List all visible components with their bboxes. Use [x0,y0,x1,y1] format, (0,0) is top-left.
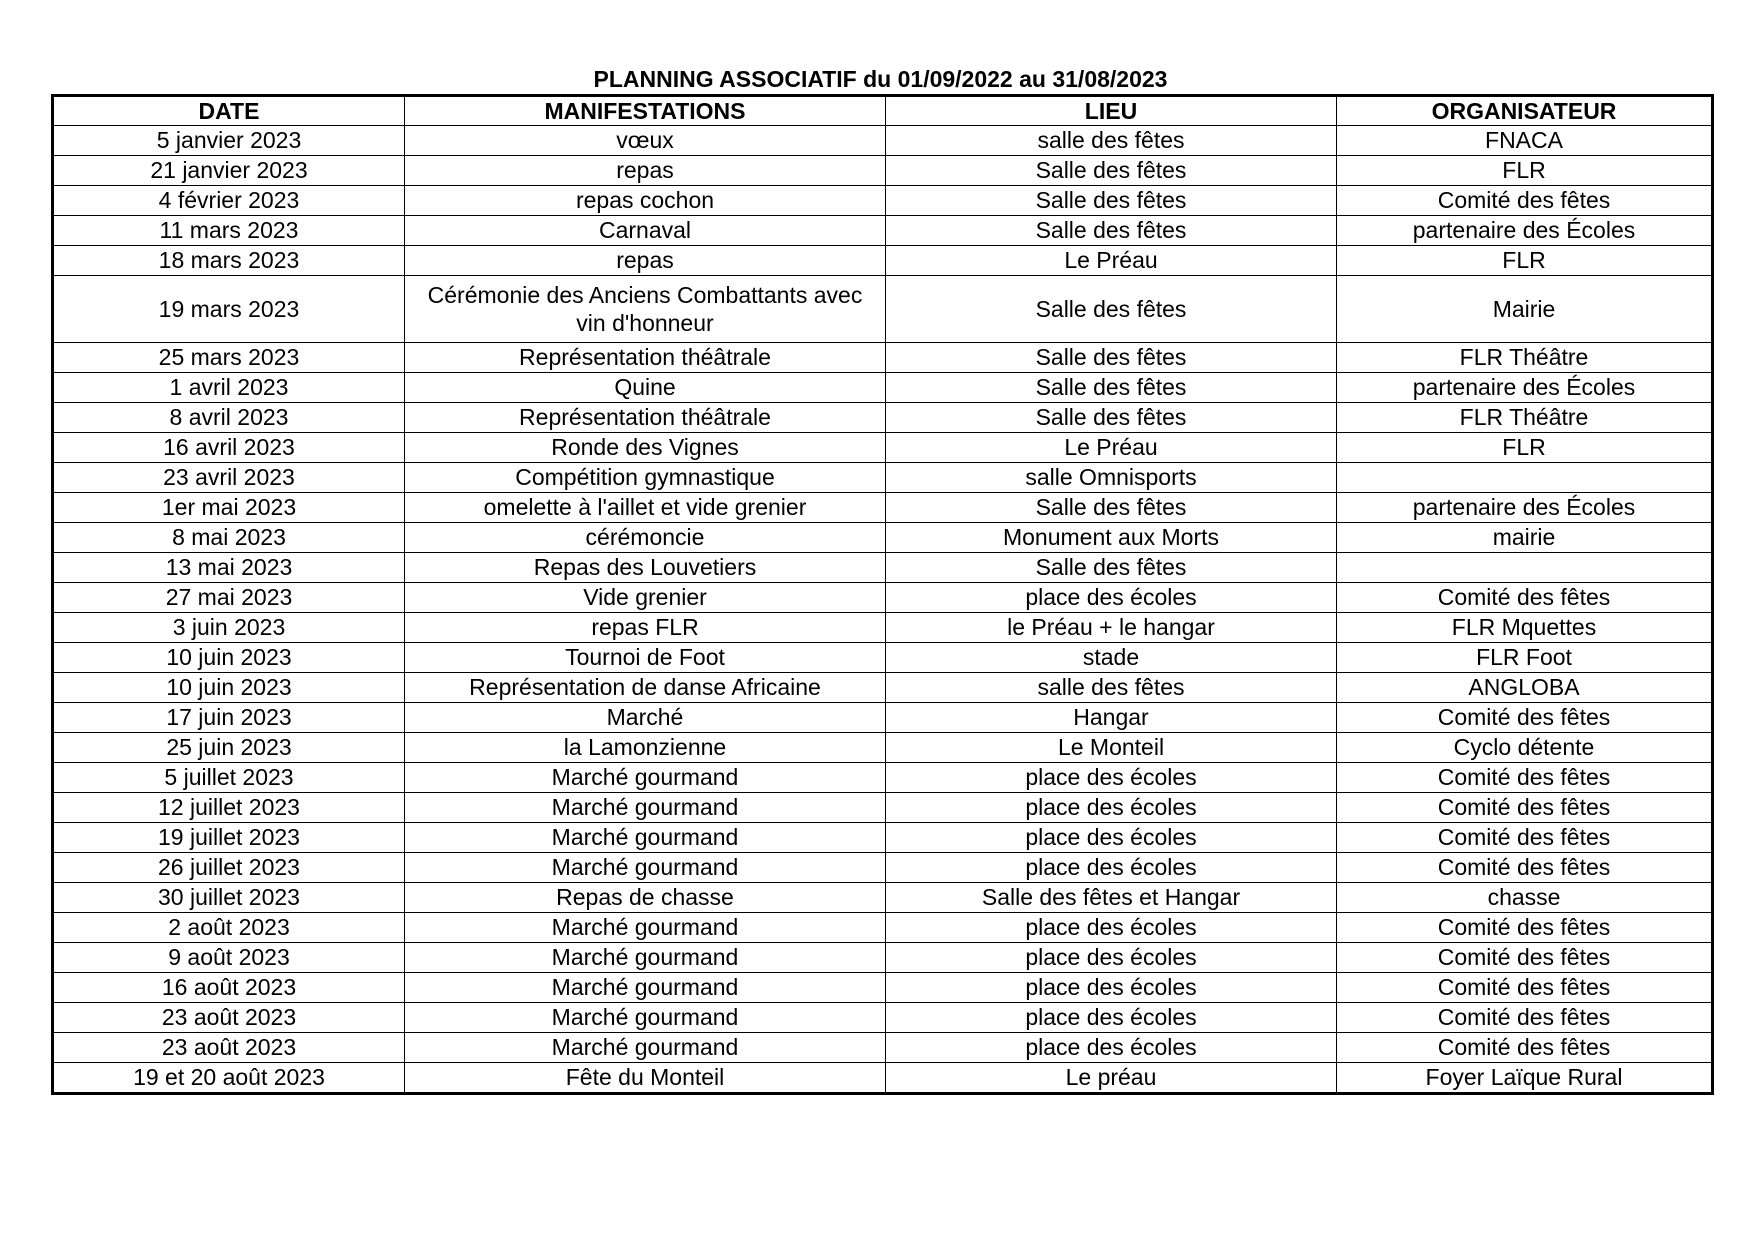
cell-lieu: Hangar [886,703,1337,733]
cell-manifestation: Marché gourmand [405,793,886,823]
header-row [53,96,1713,126]
cell-organisateur: Comité des fêtes [1337,793,1713,823]
cell-manifestation: Quine [405,373,886,403]
cell-organisateur: FLR [1337,433,1713,463]
cell-manifestation: Ronde des Vignes [405,433,886,463]
cell-lieu: Salle des fêtes [886,156,1337,186]
cell-organisateur: Comité des fêtes [1337,1033,1713,1063]
cell-lieu: Monument aux Morts [886,523,1337,553]
cell-manifestation: Fête du Monteil [405,1063,886,1094]
cell-manifestation: Carnaval [405,216,886,246]
table-row [53,463,1713,493]
cell-organisateur: FLR Mquettes [1337,613,1713,643]
table-row [53,853,1713,883]
cell-date: 11 mars 2023 [53,216,405,246]
table-row [53,883,1713,913]
cell-organisateur: chasse [1337,883,1713,913]
cell-date: 26 juillet 2023 [53,853,405,883]
cell-date: 1 avril 2023 [53,373,405,403]
cell-lieu: stade [886,643,1337,673]
table-row [53,973,1713,1003]
cell-date: 25 mars 2023 [53,343,405,373]
cell-manifestation: vœux [405,126,886,156]
cell-organisateur: Cyclo détente [1337,733,1713,763]
cell-date: 10 juin 2023 [53,673,405,703]
table-row [53,1003,1713,1033]
cell-organisateur: Comité des fêtes [1337,583,1713,613]
cell-manifestation: repas cochon [405,186,886,216]
table-row [53,643,1713,673]
table-row [53,186,1713,216]
table-row [53,763,1713,793]
cell-date: 9 août 2023 [53,943,405,973]
table-body [53,126,1713,1094]
cell-manifestation: repas [405,246,886,276]
cell-manifestation: omelette à l'aillet et vide grenier [405,493,886,523]
cell-organisateur: FLR [1337,156,1713,186]
cell-manifestation: Tournoi de Foot [405,643,886,673]
table-row [53,733,1713,763]
cell-date: 13 mai 2023 [53,553,405,583]
cell-manifestation: Marché gourmand [405,763,886,793]
table-row [53,276,1713,343]
cell-manifestation: Repas des Louvetiers [405,553,886,583]
cell-lieu: Salle des fêtes [886,216,1337,246]
cell-date: 8 mai 2023 [53,523,405,553]
cell-lieu: Salle des fêtes [886,403,1337,433]
table-row [53,343,1713,373]
table-row [53,246,1713,276]
table-row [53,403,1713,433]
column-header-organisateur: ORGANISATEUR [1337,96,1713,126]
table-header [53,96,1713,126]
cell-organisateur: Comité des fêtes [1337,943,1713,973]
cell-date: 25 juin 2023 [53,733,405,763]
cell-manifestation: Marché gourmand [405,943,886,973]
table-row [53,703,1713,733]
cell-organisateur: Foyer Laïque Rural [1337,1063,1713,1094]
table-row [53,613,1713,643]
cell-organisateur [1337,463,1713,493]
table-row [53,373,1713,403]
cell-lieu: Salle des fêtes [886,343,1337,373]
cell-date: 2 août 2023 [53,913,405,943]
cell-date: 4 février 2023 [53,186,405,216]
cell-organisateur: Comité des fêtes [1337,973,1713,1003]
cell-manifestation: Marché gourmand [405,853,886,883]
cell-organisateur: FLR [1337,246,1713,276]
cell-date: 19 et 20 août 2023 [53,1063,405,1094]
table-row [53,1063,1713,1094]
cell-lieu: place des écoles [886,763,1337,793]
cell-lieu: salle des fêtes [886,126,1337,156]
cell-date: 16 août 2023 [53,973,405,1003]
cell-date: 23 août 2023 [53,1003,405,1033]
cell-lieu: Le Monteil [886,733,1337,763]
cell-date: 23 avril 2023 [53,463,405,493]
cell-lieu: place des écoles [886,913,1337,943]
cell-manifestation: Marché [405,703,886,733]
cell-lieu: Salle des fêtes [886,276,1337,343]
cell-manifestation: Marché gourmand [405,1033,886,1063]
cell-organisateur: Comité des fêtes [1337,853,1713,883]
cell-organisateur: partenaire des Écoles [1337,216,1713,246]
cell-lieu: place des écoles [886,1033,1337,1063]
cell-organisateur: FLR Foot [1337,643,1713,673]
cell-lieu: place des écoles [886,823,1337,853]
cell-lieu: place des écoles [886,1003,1337,1033]
cell-organisateur: mairie [1337,523,1713,553]
cell-lieu: place des écoles [886,973,1337,1003]
cell-manifestation: Représentation théâtrale [405,403,886,433]
cell-lieu: Le préau [886,1063,1337,1094]
cell-lieu: Salle des fêtes [886,373,1337,403]
cell-manifestation: cérémoncie [405,523,886,553]
cell-organisateur: FLR Théâtre [1337,403,1713,433]
cell-manifestation: Vide grenier [405,583,886,613]
cell-manifestation: Représentation théâtrale [405,343,886,373]
cell-organisateur: Comité des fêtes [1337,186,1713,216]
cell-manifestation: Repas de chasse [405,883,886,913]
table-row [53,433,1713,463]
cell-date: 27 mai 2023 [53,583,405,613]
cell-lieu: Le Préau [886,433,1337,463]
cell-organisateur: FNACA [1337,126,1713,156]
cell-lieu: place des écoles [886,583,1337,613]
cell-organisateur: partenaire des Écoles [1337,373,1713,403]
cell-manifestation: Compétition gymnastique [405,463,886,493]
cell-lieu: Salle des fêtes et Hangar [886,883,1337,913]
cell-date: 17 juin 2023 [53,703,405,733]
cell-date: 19 juillet 2023 [53,823,405,853]
page-title: PLANNING ASSOCIATIF du 01/09/2022 au 31/08/2023 [593,66,1168,92]
cell-date: 18 mars 2023 [53,246,405,276]
cell-date: 3 juin 2023 [53,613,405,643]
cell-lieu: place des écoles [886,943,1337,973]
cell-date: 12 juillet 2023 [53,793,405,823]
cell-organisateur [1337,553,1713,583]
cell-organisateur: Comité des fêtes [1337,703,1713,733]
cell-organisateur: Mairie [1337,276,1713,343]
cell-date: 21 janvier 2023 [53,156,405,186]
column-header-date: DATE [53,96,405,126]
table-row [53,913,1713,943]
cell-lieu: Le Préau [886,246,1337,276]
table-row [53,493,1713,523]
cell-manifestation: Marché gourmand [405,913,886,943]
cell-manifestation: Représentation de danse Africaine [405,673,886,703]
cell-manifestation: repas [405,156,886,186]
cell-lieu: Salle des fêtes [886,186,1337,216]
cell-date: 10 juin 2023 [53,643,405,673]
cell-manifestation: Marché gourmand [405,823,886,853]
cell-manifestation: Cérémonie des Anciens Combattants avec vin d'honneur [405,276,886,343]
cell-lieu: Salle des fêtes [886,553,1337,583]
cell-organisateur: Comité des fêtes [1337,763,1713,793]
cell-organisateur: partenaire des Écoles [1337,493,1713,523]
table-row [53,523,1713,553]
planning-table [51,94,1714,1095]
table-row [53,583,1713,613]
table-row [53,126,1713,156]
cell-organisateur: Comité des fêtes [1337,823,1713,853]
cell-date: 23 août 2023 [53,1033,405,1063]
cell-date: 8 avril 2023 [53,403,405,433]
cell-manifestation: la Lamonzienne [405,733,886,763]
column-header-lieu: LIEU [886,96,1337,126]
cell-date: 16 avril 2023 [53,433,405,463]
cell-lieu: salle Omnisports [886,463,1337,493]
table-row [53,1033,1713,1063]
column-header-manifestations: MANIFESTATIONS [405,96,886,126]
table-row [53,156,1713,186]
cell-organisateur: Comité des fêtes [1337,1003,1713,1033]
table-row [53,553,1713,583]
cell-lieu: Salle des fêtes [886,493,1337,523]
cell-lieu: salle des fêtes [886,673,1337,703]
table-row [53,823,1713,853]
cell-manifestation: repas FLR [405,613,886,643]
cell-lieu: le Préau + le hangar [886,613,1337,643]
cell-date: 1er mai 2023 [53,493,405,523]
table-row [53,793,1713,823]
cell-manifestation: Marché gourmand [405,973,886,1003]
cell-date: 19 mars 2023 [53,276,405,343]
cell-organisateur: Comité des fêtes [1337,913,1713,943]
cell-organisateur: ANGLOBA [1337,673,1713,703]
cell-manifestation: Marché gourmand [405,1003,886,1033]
table-row [53,943,1713,973]
cell-date: 30 juillet 2023 [53,883,405,913]
table-row [53,673,1713,703]
cell-organisateur: FLR Théâtre [1337,343,1713,373]
table-row [53,216,1713,246]
cell-date: 5 juillet 2023 [53,763,405,793]
cell-lieu: place des écoles [886,853,1337,883]
cell-date: 5 janvier 2023 [53,126,405,156]
cell-lieu: place des écoles [886,793,1337,823]
